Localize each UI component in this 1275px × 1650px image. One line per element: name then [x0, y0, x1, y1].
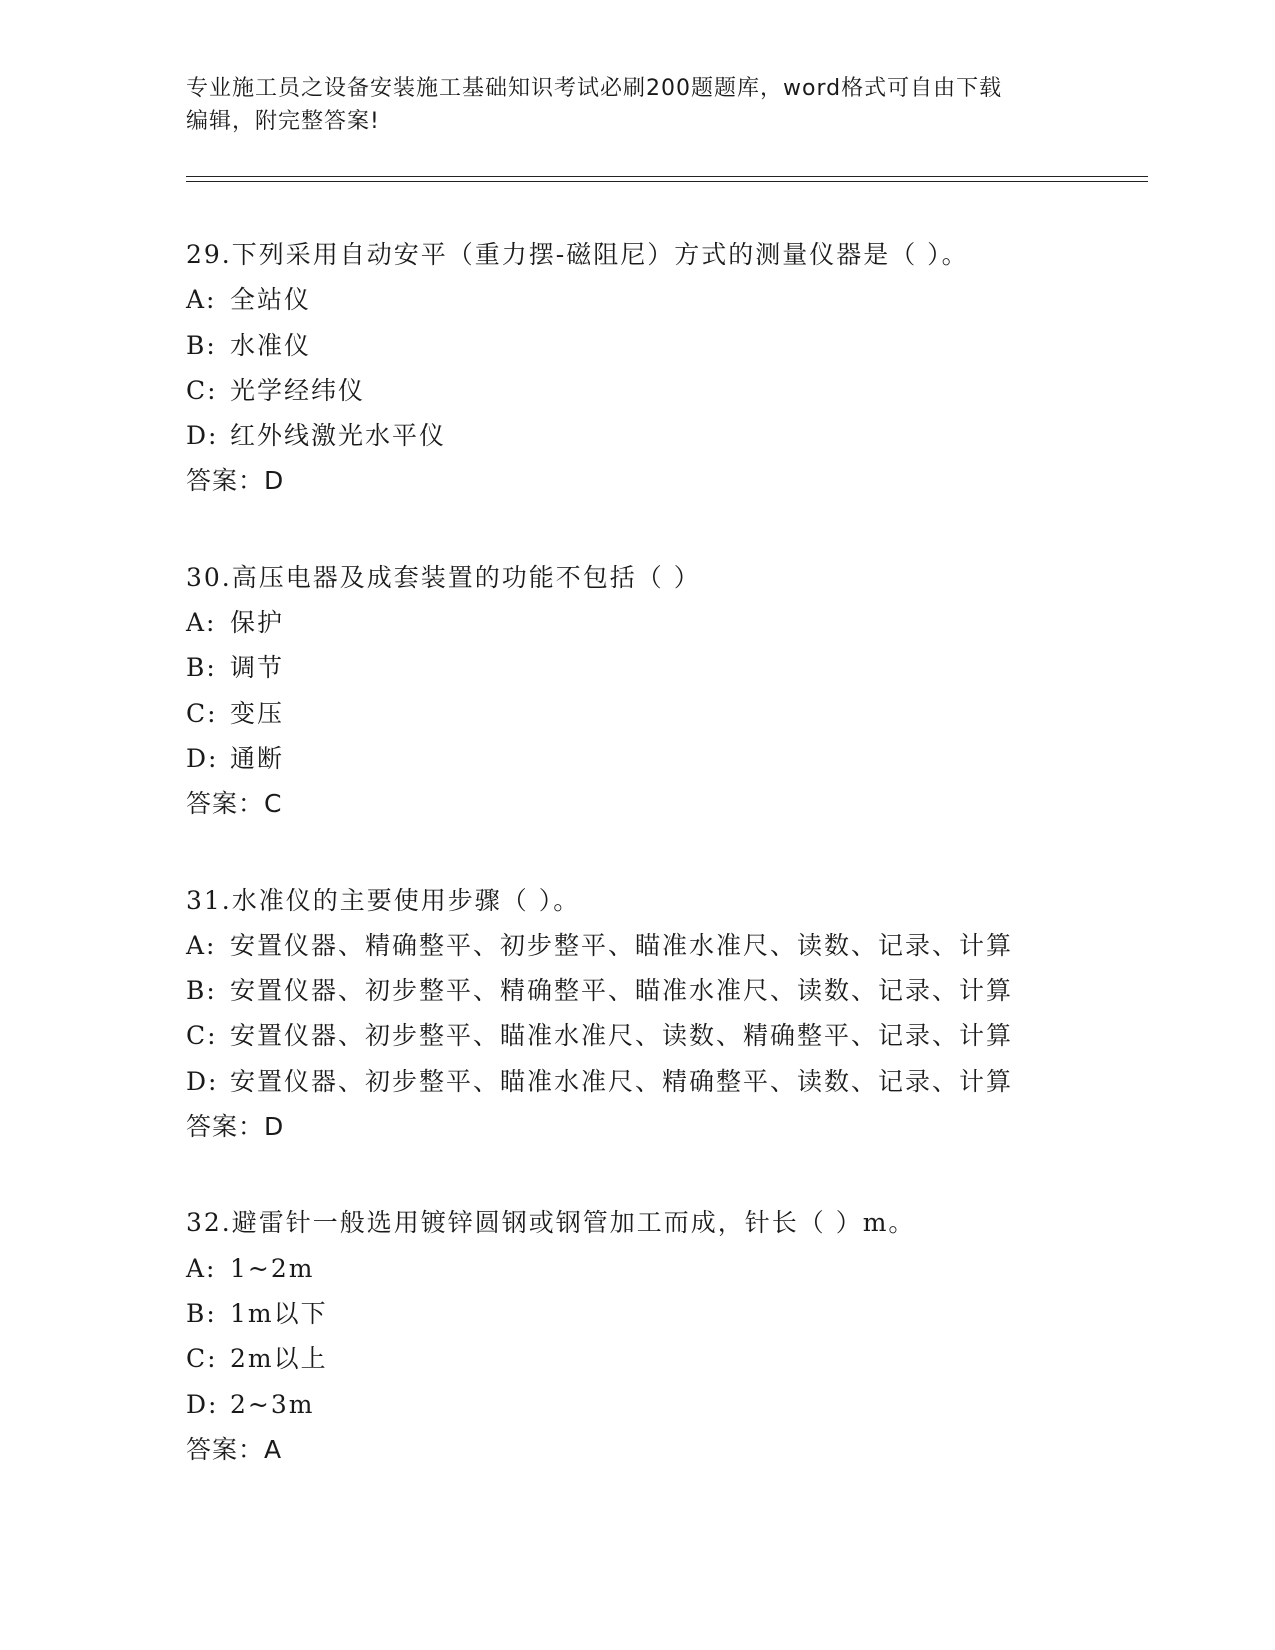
option-tag: C:: [186, 1021, 218, 1051]
question-30: [186, 555, 1146, 827]
question-stem: 31.水准仪的主要使用步骤（ ）。: [186, 885, 581, 915]
option-text: 2m以上: [230, 1344, 328, 1374]
option-tag: A:: [186, 285, 217, 315]
answer-line: 答案：D: [186, 1112, 285, 1142]
option-tag: A:: [186, 930, 217, 960]
answer-line: 答案：A: [186, 1434, 283, 1464]
option-text: 2~3m: [230, 1389, 315, 1419]
option-text: 全站仪: [230, 285, 312, 315]
option-tag: D:: [186, 421, 219, 451]
option-a: [186, 600, 1146, 645]
option-text: 通断: [230, 743, 285, 773]
answer-line: 答案：D: [186, 466, 285, 496]
option-tag: A:: [186, 1253, 217, 1283]
option-tag: D:: [186, 743, 219, 773]
option-text: 保护: [230, 608, 285, 638]
option-tag: B:: [186, 330, 217, 360]
option-b: [186, 1291, 1146, 1336]
option-text: 变压: [230, 698, 285, 728]
option-c: [186, 1336, 1146, 1381]
document-header: [186, 72, 1066, 138]
option-tag: D:: [186, 1389, 219, 1419]
question-29: [186, 232, 1146, 504]
answer-line: 答案：C: [186, 789, 283, 819]
option-a: [186, 277, 1146, 322]
header-divider-top: [186, 176, 1148, 177]
option-text: 1~2m: [230, 1253, 315, 1283]
option-c: [186, 1013, 1146, 1058]
question-32: [186, 1200, 1146, 1472]
option-d: [186, 1382, 1146, 1427]
question-stem: 30.高压电器及成套装置的功能不包括（ ）: [186, 562, 701, 592]
question-stem: 29.下列采用自动安平（重力摆-磁阻尼）方式的测量仪器是（ ）。: [186, 240, 969, 269]
option-d: [186, 1059, 1146, 1104]
option-text: 安置仪器、初步整平、瞄准水准尺、精确整平、读数、记录、计算: [230, 1066, 1014, 1096]
header-divider-bottom: [186, 181, 1148, 182]
option-tag: C:: [186, 375, 218, 405]
option-text: 水准仪: [230, 330, 312, 360]
option-d: [186, 736, 1146, 781]
option-b: [186, 968, 1146, 1013]
option-d: [186, 413, 1146, 458]
option-text: 安置仪器、精确整平、初步整平、瞄准水准尺、读数、记录、计算: [230, 930, 1014, 960]
option-a: [186, 1246, 1146, 1291]
option-tag: B:: [186, 1298, 217, 1328]
option-tag: B:: [186, 653, 217, 683]
option-tag: B:: [186, 976, 217, 1006]
option-c: [186, 368, 1146, 413]
header-line-1: 专业施工员之设备安装施工基础知识考试必刷200题题库，word格式可自由下载: [186, 76, 1003, 101]
question-stem: 32.避雷针一般选用镀锌圆钢或钢管加工而成，针长（ ）m。: [186, 1208, 916, 1238]
option-text: 红外线激光水平仪: [230, 421, 447, 451]
option-tag: C:: [186, 1344, 218, 1374]
option-text: 安置仪器、初步整平、瞄准水准尺、读数、精确整平、记录、计算: [230, 1021, 1014, 1051]
question-list: [186, 232, 1146, 1523]
option-tag: A:: [186, 608, 217, 638]
option-b: [186, 323, 1146, 368]
option-text: 1m以下: [230, 1298, 328, 1328]
option-tag: D:: [186, 1066, 219, 1096]
option-text: 安置仪器、初步整平、精确整平、瞄准水准尺、读数、记录、计算: [230, 976, 1014, 1006]
option-text: 光学经纬仪: [230, 375, 366, 405]
option-b: [186, 645, 1146, 690]
header-line-2: 编辑，附完整答案!: [186, 109, 380, 134]
option-a: [186, 923, 1146, 968]
option-c: [186, 691, 1146, 736]
option-text: 调节: [230, 653, 285, 683]
question-31: [186, 878, 1146, 1150]
option-tag: C:: [186, 698, 218, 728]
